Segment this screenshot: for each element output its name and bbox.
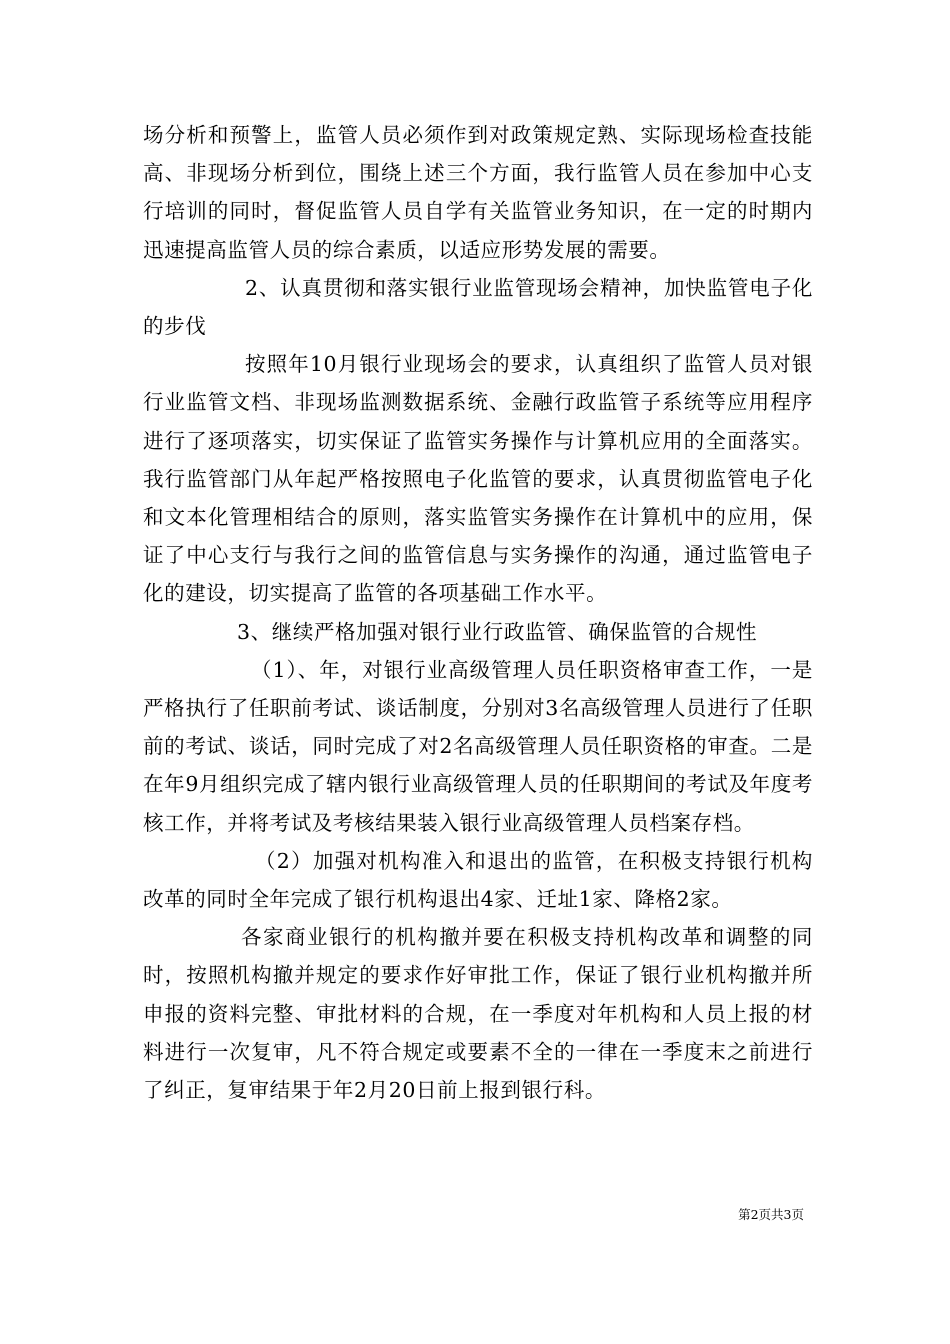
- page-number-footer: 第2页共3页: [738, 1207, 804, 1222]
- paragraph-continued: 场分析和预警上，监管人员必须作到对政策规定熟、实际现场检查技能高、非现场分析到位，围绕上述三个方面，我行监管人员在参加中心支行培训的同时，督促监管人员自学有关监管业务知识，在一定的时期内迅速提高监管人员的综合素质，以适应形势发展的需要。: [143, 123, 813, 262]
- paragraph-item-1: （1）、年，对银行业高级管理人员任职资格审查工作，一是严格执行了任职前考试、谈话制度，分别对3名高级管理人员进行了任职前的考试、谈话，同时完成了对2名高级管理人员任职资格的审查。二是在年9月组织完成了辖内银行业高级管理人员的任职期间的考试及年度考核工作，并将考试及考核结果装入银行业高级管理人员档案存档。: [143, 657, 813, 835]
- paragraph-closing: 各家商业银行的机构撤并要在积极支持机构改革和调整的同时，按照机构撤并规定的要求作好审批工作，保证了银行业机构撤并所申报的资料完整、审批材料的合规，在一季度对年机构和人员上报的材料进行一次复审，凡不符合规定或要素不全的一律在一季度末之前进行了纠正，复审结果于年2月20日前上报到银行科。: [143, 925, 813, 1103]
- document-body: [143, 116, 813, 1109]
- section-heading-3: 3、继续严格加强对银行业行政监管、确保监管的合规性: [237, 619, 758, 644]
- paragraph-section-2: 按照年10月银行业现场会的要求，认真组织了监管人员对银行业监管文档、非现场监测数据系统、金融行政监管子系统等应用程序进行了逐项落实，切实保证了监管实务操作与计算机应用的全面落实。我行监管部门从年起严格按照电子化监管的要求，认真贯彻监管电子化和文本化管理相结合的原则，落实监管实务操作在计算机中的应用，保证了中心支行与我行之间的监管信息与实务操作的沟通，通过监管电子化的建设，切实提高了监管的各项基础工作水平。: [143, 352, 813, 606]
- paragraph-item-2: （2）加强对机构准入和退出的监管，在积极支持银行机构改革的同时全年完成了银行机构退出4家、迁址1家、降格2家。: [143, 848, 813, 912]
- section-heading-2: 2、认真贯彻和落实银行业监管现场会精神，加快监管电子化的步伐: [143, 275, 813, 339]
